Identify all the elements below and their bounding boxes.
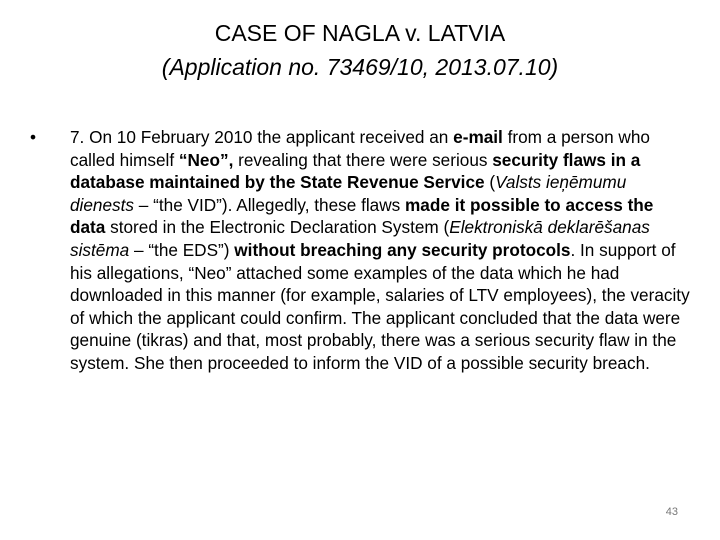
bullet-item — [30, 126, 690, 375]
bold-text: “Neo”, — [178, 149, 234, 170]
bold-text: security flaws in a database maintained by the State Revenue Service — [70, 149, 641, 193]
page-number: 43 — [665, 506, 678, 518]
paragraph-text: – “the EDS”) — [129, 239, 235, 260]
paragraph-text: stored in the Electronic Declaration System ( — [105, 217, 450, 238]
paragraph-text: revealing that there were serious — [233, 149, 493, 170]
bold-text: without breaching any security protocols — [234, 239, 571, 260]
slide-body — [30, 126, 690, 375]
paragraph-text: from a person who called himself — [70, 127, 650, 170]
italic-text: Elektroniskā deklarēšanas sistēma — [70, 217, 650, 260]
paragraph-text: 7. On 10 February 2010 the applicant received an — [70, 127, 454, 147]
bold-text: made it possible to access the data — [70, 194, 654, 238]
italic-text: Valsts ieņēmumu dienests — [70, 172, 627, 215]
bullet-icon: • — [30, 127, 37, 147]
bold-text: e-mail — [453, 127, 503, 147]
case-title: CASE OF NAGLA v. LATVIA — [214, 20, 506, 46]
case-paragraph — [70, 126, 690, 375]
case-subtitle: (Application no. 73469/10, 2013.07.10) — [161, 54, 559, 80]
paragraph-text: ( — [484, 172, 496, 193]
paragraph-text: – “the VID”). Allegedly, these flaws — [134, 194, 406, 215]
paragraph-text: . In support of his allegations, “Neo” attached some examples of the data which he had downloaded in this manner (for example, salaries of LTV employees), the veracity of which the applicant could confirm. The applicant concluded that the data were genuine (tikras) and that, most probably, there was a serious security flaw in the system. She then proceeded to inform the VID of a possible security breach. — [70, 239, 690, 373]
slide-title-block — [0, 16, 720, 84]
